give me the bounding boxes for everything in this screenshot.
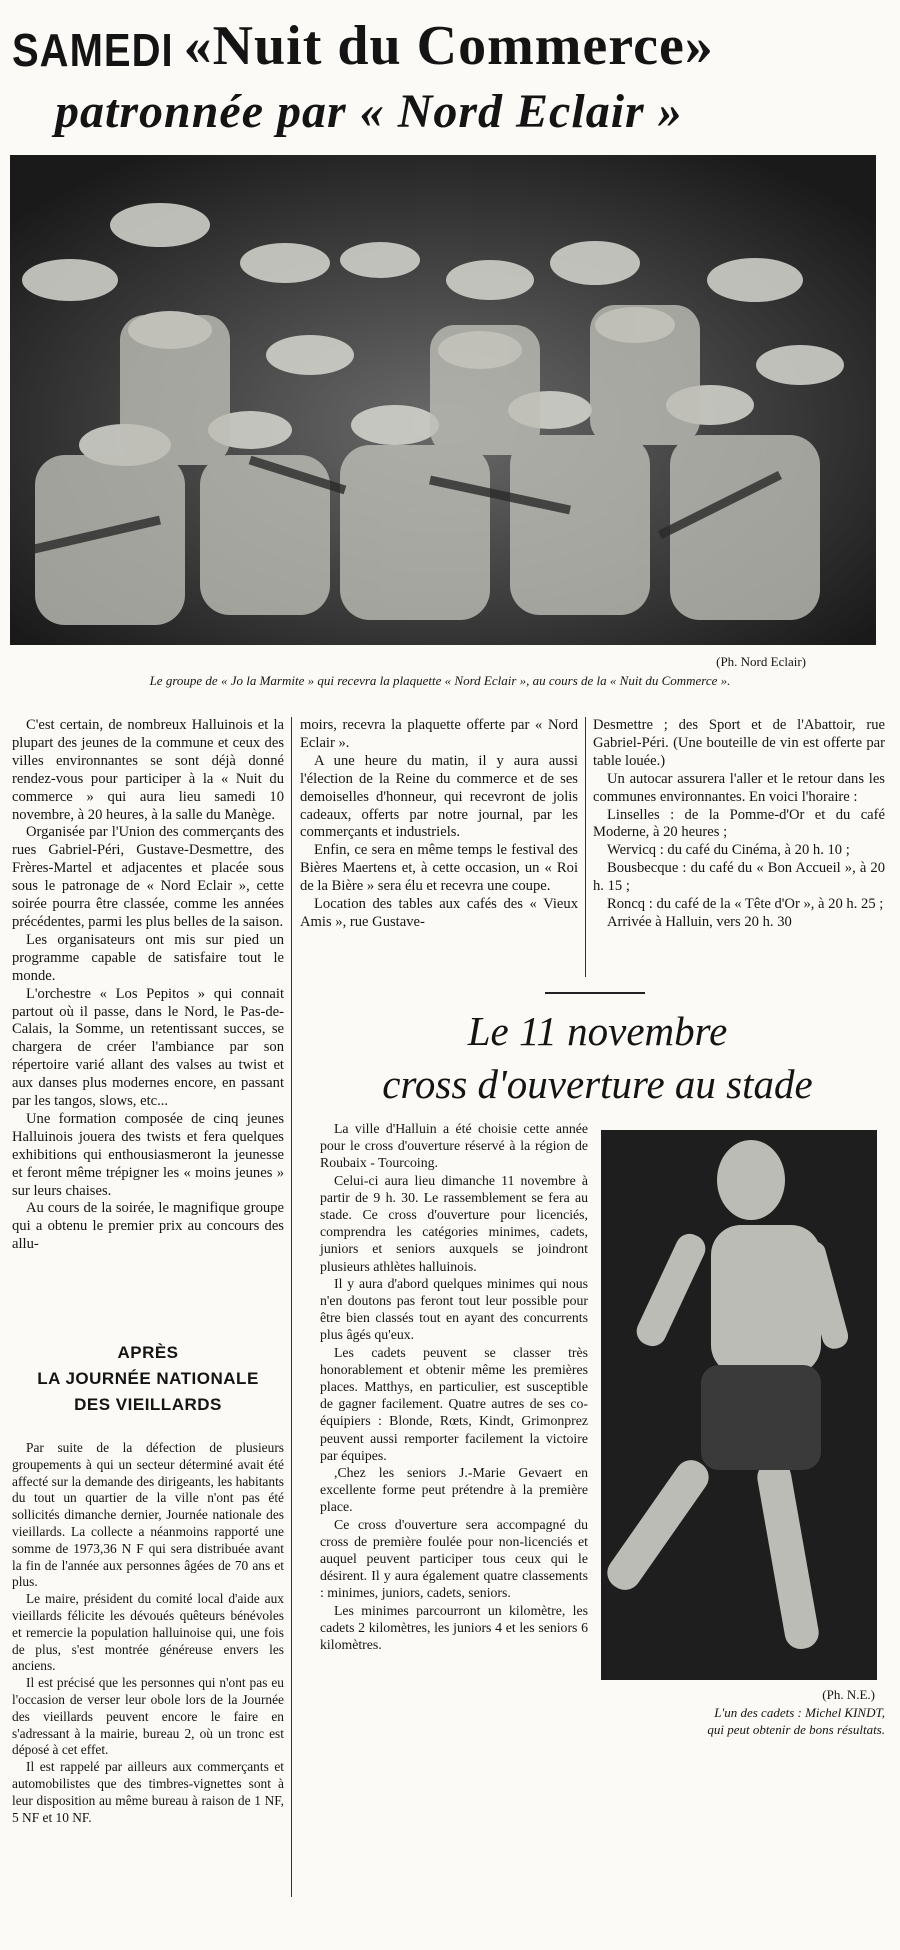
caption-line: L'un des cadets : Michel KINDT, bbox=[714, 1705, 885, 1720]
paragraph: Bousbecque : du café du « Bon Accueil », à 20 h. 15 ; bbox=[593, 860, 885, 895]
photo2-credit: (Ph. N.E.) bbox=[822, 1687, 875, 1702]
article-cross-body bbox=[320, 1120, 588, 1653]
paragraph: Wervicq : du café du Cinéma, à 20 h. 10 ; bbox=[607, 842, 850, 859]
paragraph: Arrivée à Halluin, vers 20 h. 30 bbox=[607, 913, 792, 930]
paragraph: Au cours de la soirée, le magnifique groupe qui a obtenu le premier prix au concours des allu- bbox=[12, 1200, 284, 1253]
headline-title: «Nuit du Commerce» bbox=[183, 15, 714, 77]
paragraph: Ce cross d'ouverture sera accompagné du cross de première foulée pour non-licenciés et auquel peuvent participer tous ceux qui le désirent. Il y aura également quatre classements : minimes, juniors, cadets, seniors. bbox=[320, 1516, 588, 1601]
section-heading-vieillards bbox=[12, 1340, 284, 1418]
paragraph: Roncq : du café de la « Tête d'Or », à 20 h. 25 ; bbox=[607, 896, 884, 913]
paragraph: Une formation composée de cinq jeunes Halluinois jouera des twists et fera quelques exhibitions qui enthousiasmeront la jeunesse et feront même trépigner les « moins jeunes » sur leurs chaises. bbox=[12, 1110, 284, 1199]
section-heading-cross bbox=[320, 1005, 875, 1111]
paragraph: moirs, recevra la plaquette offerte par « Nord Eclair ». bbox=[300, 717, 578, 751]
photo-credit: (Ph. Nord Eclair) bbox=[716, 654, 806, 669]
paragraph: C'est certain, de nombreux Halluinois et la plupart des jeunes de la commune et ceux des villes environnantes se sont déjà donné rendez-vous pour participer à la « Nuit du commerce » qui aura lieu samedi 10 novembre, à 20 heures, à la salle du Manège. bbox=[12, 717, 284, 823]
paragraph: Location des tables aux cafés des « Vieux Amis », rue Gustave- bbox=[300, 896, 578, 930]
article-column-1 bbox=[12, 717, 284, 1254]
paragraph: La ville d'Halluin a été choisie cette année pour le cross d'ouverture réservé à la région de Roubaix - Tourcoing. bbox=[320, 1121, 588, 1171]
caption-line: qui peut obtenir de bons résultats. bbox=[707, 1722, 885, 1737]
paragraph: Par suite de la défection de plusieurs groupements à qui un secteur déterminé avait été affecté sur la demande des dirigeants, les habitants du tout un quartier de la ville n'ont pas été sollicités dimanche dernier, Journée nationale des vieillards. La collecte a néanmoins rapporté une somme de 1973,36 N F qui sera distribuée avant la fin de l'année aux personnes âgées de 70 ans et plus. bbox=[12, 1440, 284, 1590]
paragraph: Enfin, ce sera en même temps le festival des Bières Maertens et, à cette occasion, un « Roi de la Bière » sera élu et recevra une coupe. bbox=[300, 842, 578, 895]
section-rule bbox=[545, 992, 645, 994]
photo2-caption bbox=[590, 1704, 885, 1738]
paragraph: Le maire, président du comité local d'aide aux vieillards félicite les dévoués quêteurs bénévoles et remercie la population halluinoise qui, une fois de plus, s'est montrée généreuse envers les anciens. bbox=[12, 1591, 284, 1674]
runner-photo bbox=[601, 1130, 877, 1680]
paragraph: Les minimes parcourront un kilomètre, les cadets 2 kilomètres, les juniors 4 et les seniors 6 kilomètres. bbox=[320, 1602, 588, 1653]
paragraph: Linselles : de la Pomme-d'Or et du café Moderne, à 20 heures ; bbox=[593, 806, 885, 841]
paragraph: Un autocar assurera l'aller et le retour dans les communes environnantes. En voici l'horaire : bbox=[593, 770, 885, 805]
paragraph: Il est précisé que les personnes qui n'ont pas eu l'occasion de verser leur obole lors de la Journée des vieillards peuvent encore le faire en s'adressant à la mairie, bureau 2, où un tronc est déposé à cet effet. bbox=[12, 1675, 284, 1758]
paragraph: Il est rappelé par ailleurs aux commerçants et automobilistes que des timbres-vignettes sont à leur disposition au même bureau à raison de 1 NF, 5 NF et 10 NF. bbox=[12, 1759, 284, 1825]
heading-line: LA JOURNÉE NATIONALE bbox=[37, 1369, 259, 1388]
paragraph: Organisée par l'Union des commerçants des rues Gabriel-Péri, Gustave-Desmettre, des Frères-Martel et adjacentes et placée sous sous le patronage de « Nord Eclair », cette soirée pourra être classée, comme les années précédentes, parmi les plus belles de la saison. bbox=[12, 824, 284, 930]
paragraph: L'orchestre « Los Pepitos » qui connait partout où il passe, dans le Nord, le Pas-de-Calais, la Somme, un retentissant succes, se chargera de créer l'ambiance par son répertoire varié allant des valses au twist et aux danses plus modernes encore, en passant par les tangos, slows, etc... bbox=[12, 985, 284, 1110]
paragraph: A une heure du matin, il y aura aussi l'élection de la Reine du commerce et de ses demoiselles d'honneur, qui recevront de jolis cadeaux, offerts par notre journal, par les commerçants et industriels. bbox=[300, 752, 578, 841]
paragraph: Desmettre ; des Sport et de l'Abattoir, rue Gabriel-Péri. (Une bouteille de vin est offerte par table louée.) bbox=[593, 717, 885, 769]
group-photo bbox=[10, 155, 876, 645]
heading-line: cross d'ouverture au stade bbox=[382, 1061, 813, 1107]
group-photo-illustration bbox=[10, 155, 876, 645]
paragraph: Les organisateurs ont mis sur pied un programme capable de satisfaire tout le monde. bbox=[12, 931, 284, 984]
paragraph: ,Chez les seniors J.-Marie Gevaert en excellente forme peut prétendre à la première place. bbox=[320, 1465, 588, 1515]
headline-kicker: SAMEDI bbox=[12, 25, 174, 77]
headline bbox=[12, 14, 892, 78]
article-column-3 bbox=[593, 717, 885, 932]
article-vieillards-body bbox=[12, 1440, 284, 1826]
column-divider bbox=[291, 717, 292, 1897]
column-divider bbox=[585, 717, 586, 977]
headline-subtitle: patronnée par « Nord Eclair » bbox=[55, 85, 683, 138]
article-column-2 bbox=[300, 717, 578, 932]
heading-line: DES VIEILLARDS bbox=[74, 1395, 222, 1414]
paragraph: Il y aura d'abord quelques minimes qui nous n'en doutons pas feront tout leur possible pour être bien classés tout en ayant des concurrents plus âgés qu'eux. bbox=[320, 1275, 588, 1343]
heading-line: Le 11 novembre bbox=[467, 1008, 728, 1054]
heading-line: APRÈS bbox=[117, 1343, 179, 1362]
paragraph: Celui-ci aura lieu dimanche 11 novembre à partir de 9 h. 30. Le rassemblement se fera au stade. Ce cross d'ouverture pour licenciés, comprendra les catégories minimes, cadets, juniors et seniors auxquels se joindront plusieurs athlètes halluinois. bbox=[320, 1172, 588, 1274]
photo-caption: Le groupe de « Jo la Marmite » qui recevra la plaquette « Nord Eclair », au cours de la « Nuit du Commerce ». bbox=[149, 673, 731, 688]
paragraph: Les cadets peuvent se classer très honorablement et obtenir même les premières places. Matthys, en particulier, est susceptible de gagner facilement. Quatre autres de ses co-équipiers : Blonde, Rœts, Kindt, Grimonprez peuvent aussi remporter facilement la victoire par équipes. bbox=[320, 1344, 588, 1463]
runner-photo-illustration bbox=[601, 1130, 877, 1680]
